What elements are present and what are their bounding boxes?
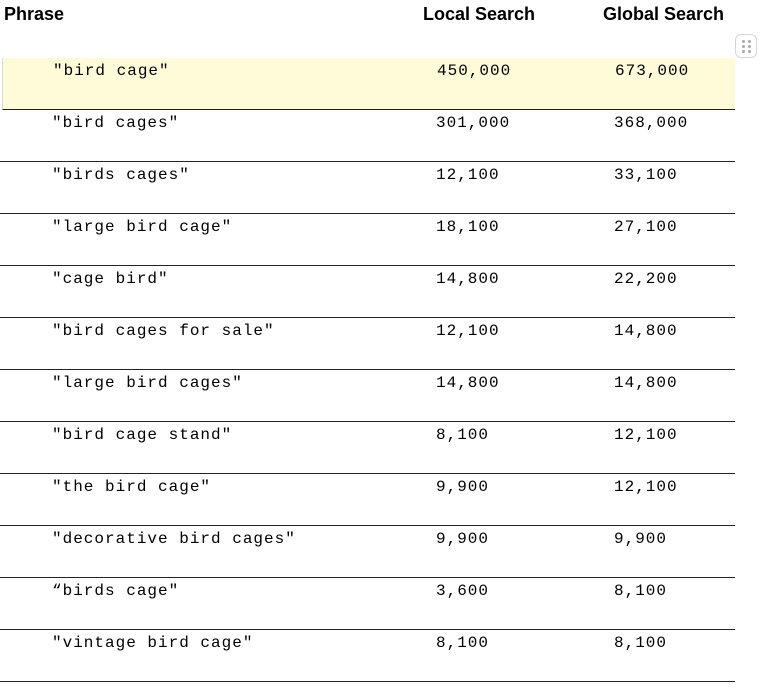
table-row[interactable]	[0, 110, 735, 162]
column-header-local-search[interactable]: Local Search	[423, 4, 536, 24]
phrase-cell: "cage bird"	[52, 270, 169, 288]
table-row[interactable]	[0, 162, 735, 214]
table-row[interactable]	[0, 318, 735, 370]
phrase-cell: "bird cage"	[53, 62, 170, 80]
local-search-cell: 3,600	[436, 582, 490, 600]
table-row[interactable]	[2, 58, 735, 110]
table-row[interactable]	[0, 578, 735, 630]
local-search-cell: 9,900	[436, 530, 490, 548]
local-search-cell: 8,100	[436, 634, 490, 652]
table-header	[0, 0, 735, 58]
phrase-cell: "large bird cage"	[52, 218, 233, 236]
column-header-phrase[interactable]: Phrase	[4, 4, 65, 24]
local-search-cell: 14,800	[436, 374, 500, 392]
phrase-cell: “birds cage"	[52, 582, 180, 600]
global-search-cell: 12,100	[614, 478, 678, 496]
global-search-cell: 14,800	[614, 374, 678, 392]
global-search-cell: 9,900	[614, 530, 668, 548]
phrase-cell: "large bird cages"	[52, 374, 243, 392]
global-search-cell: 8,100	[614, 634, 668, 652]
local-search-cell: 14,800	[436, 270, 500, 288]
table-row[interactable]	[0, 526, 735, 578]
global-search-cell: 22,200	[614, 270, 678, 288]
phrase-cell: "the bird cage"	[52, 478, 212, 496]
local-search-cell: 18,100	[436, 218, 500, 236]
phrase-cell: "birds cages"	[52, 166, 190, 184]
local-search-cell: 301,000	[436, 114, 511, 132]
global-search-cell: 27,100	[614, 218, 678, 236]
local-search-cell: 9,900	[436, 478, 490, 496]
phrase-cell: "decorative bird cages"	[52, 530, 296, 548]
table-row[interactable]	[0, 214, 735, 266]
phrase-cell: "bird cages for sale"	[52, 322, 275, 340]
phrase-cell: "vintage bird cage"	[52, 634, 254, 652]
global-search-cell: 12,100	[614, 426, 678, 444]
table-row[interactable]	[0, 630, 735, 682]
global-search-cell: 8,100	[614, 582, 668, 600]
table-row[interactable]	[0, 266, 735, 318]
global-search-cell: 368,000	[614, 114, 689, 132]
local-search-cell: 450,000	[437, 62, 512, 80]
table-row[interactable]	[0, 474, 735, 526]
column-header-global-search[interactable]: Global Search	[603, 4, 725, 24]
table-row[interactable]	[0, 422, 735, 474]
phrase-cell: "bird cages"	[52, 114, 180, 132]
global-search-cell: 33,100	[614, 166, 678, 184]
local-search-cell: 8,100	[436, 426, 490, 444]
local-search-cell: 12,100	[436, 322, 500, 340]
local-search-cell: 12,100	[436, 166, 500, 184]
phrase-cell: "bird cage stand"	[52, 426, 233, 444]
table-row[interactable]	[0, 370, 735, 422]
drag-handle-icon[interactable]	[735, 34, 757, 58]
global-search-cell: 14,800	[614, 322, 678, 340]
global-search-cell: 673,000	[615, 62, 690, 80]
